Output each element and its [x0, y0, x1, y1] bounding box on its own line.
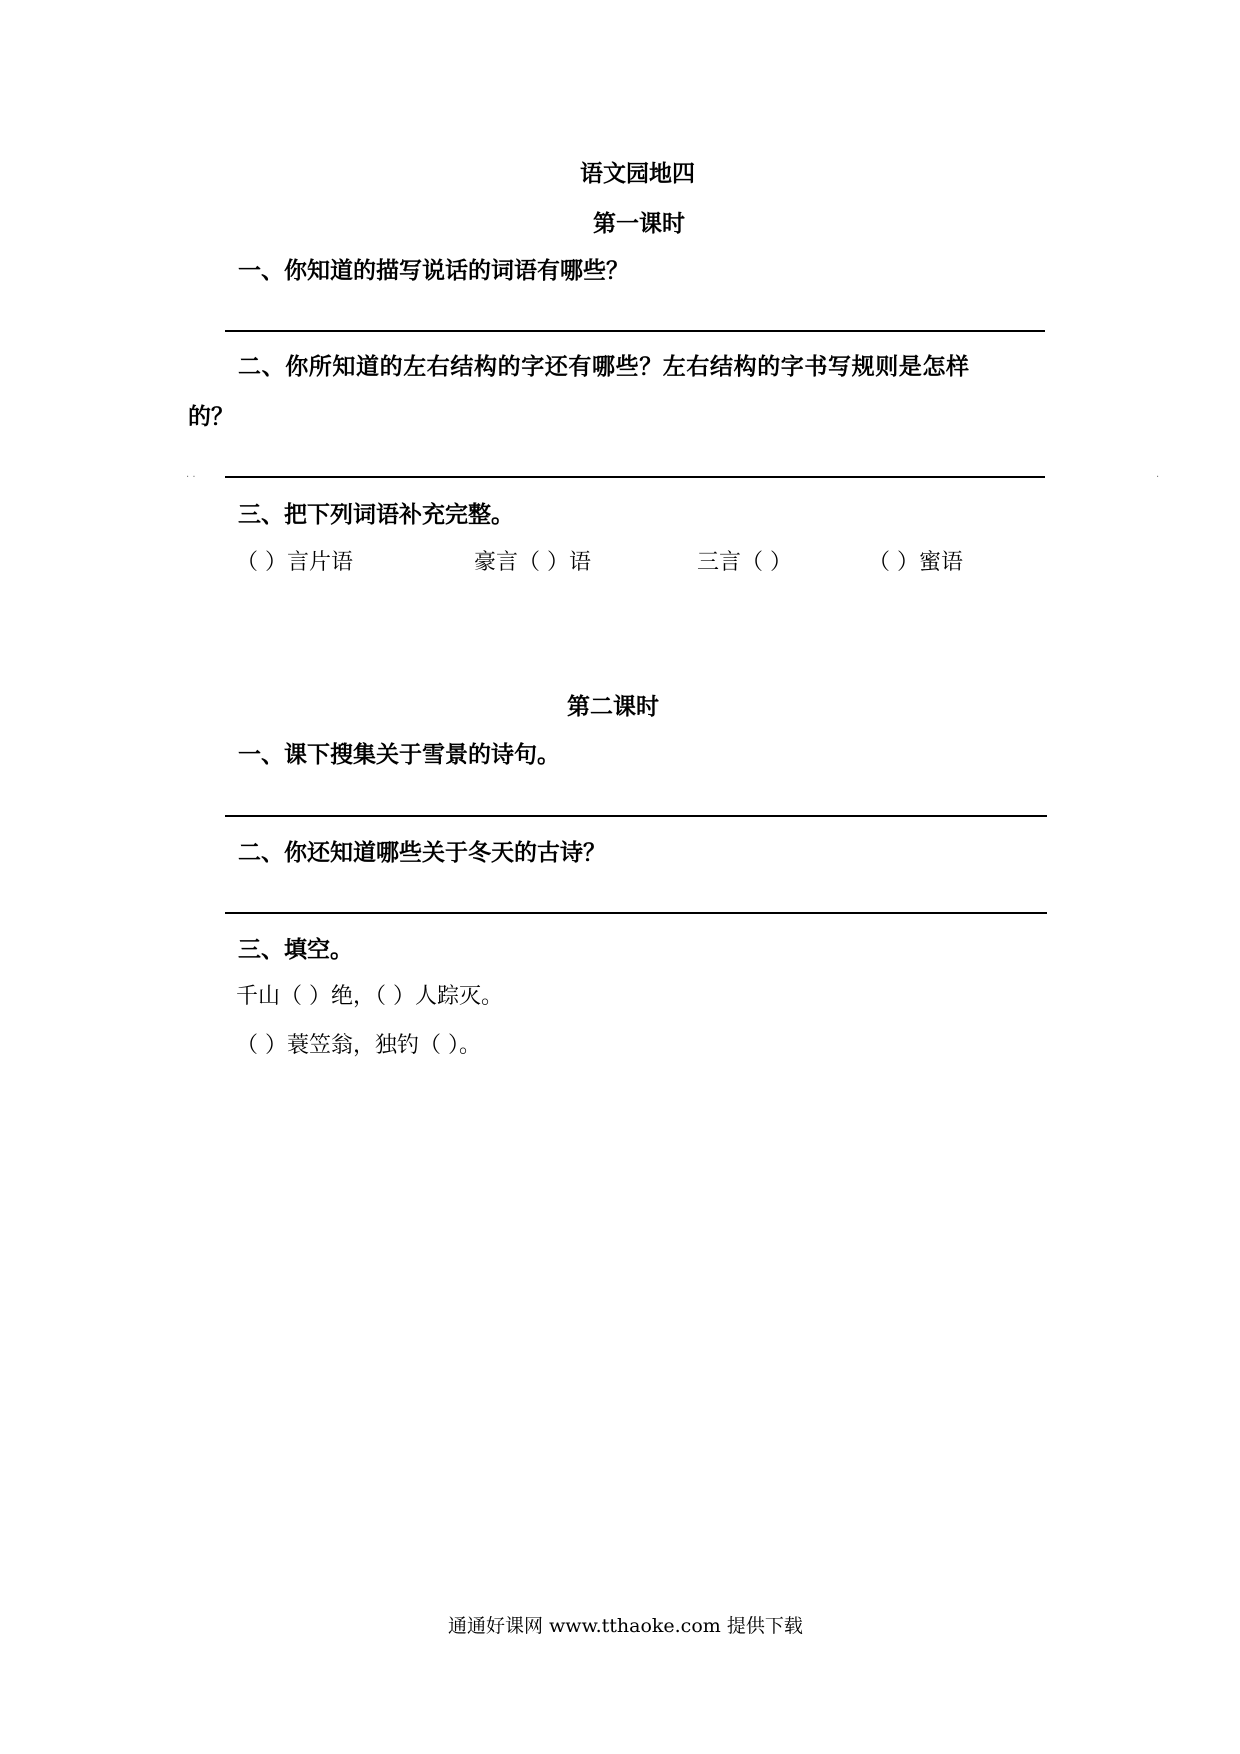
poem-fill-line-1: 千山（ ）绝，（ ）人踪灭。 [236, 984, 503, 1009]
answer-line [225, 815, 1047, 817]
lesson1-question-3: 三、把下列词语补充完整。 [238, 502, 514, 528]
page-title: 语文园地四 [580, 160, 695, 187]
answer-line [225, 330, 1045, 332]
lesson2-question-3: 三、填空。 [238, 937, 353, 963]
lesson1-question-1: 一、你知道的描写说话的词语有哪些？ [238, 258, 629, 284]
fill-blank-idiom: 三言（ ） [697, 550, 792, 575]
fill-blank-idiom: 豪言（ ）语 [474, 550, 591, 575]
margin-mark-right: . [1156, 469, 1160, 480]
fill-blank-idiom: （ ）言片语 [236, 550, 353, 575]
footer-source: 通通好课网 www.tthaoke.com 提供下载 [448, 1615, 803, 1637]
answer-line [225, 476, 1045, 478]
fill-blank-idiom: （ ）蜜语 [868, 550, 963, 575]
lesson1-question-2-line2: 的？ [188, 404, 234, 430]
lesson2-question-2: 二、你还知道哪些关于冬天的古诗？ [238, 840, 606, 866]
lesson1-heading: 第一课时 [593, 210, 685, 237]
lesson1-question-2-line1: 二、你所知道的左右结构的字还有哪些？左右结构的字书写规则是怎样 [238, 354, 970, 380]
poem-fill-line-2: （ ）蓑笠翁，独钓（ ）。 [236, 1033, 481, 1058]
lesson2-heading: 第二课时 [567, 693, 659, 720]
answer-line [225, 912, 1047, 914]
lesson2-question-1: 一、课下搜集关于雪景的诗句。 [238, 742, 560, 768]
margin-mark-left: . . [186, 469, 196, 480]
